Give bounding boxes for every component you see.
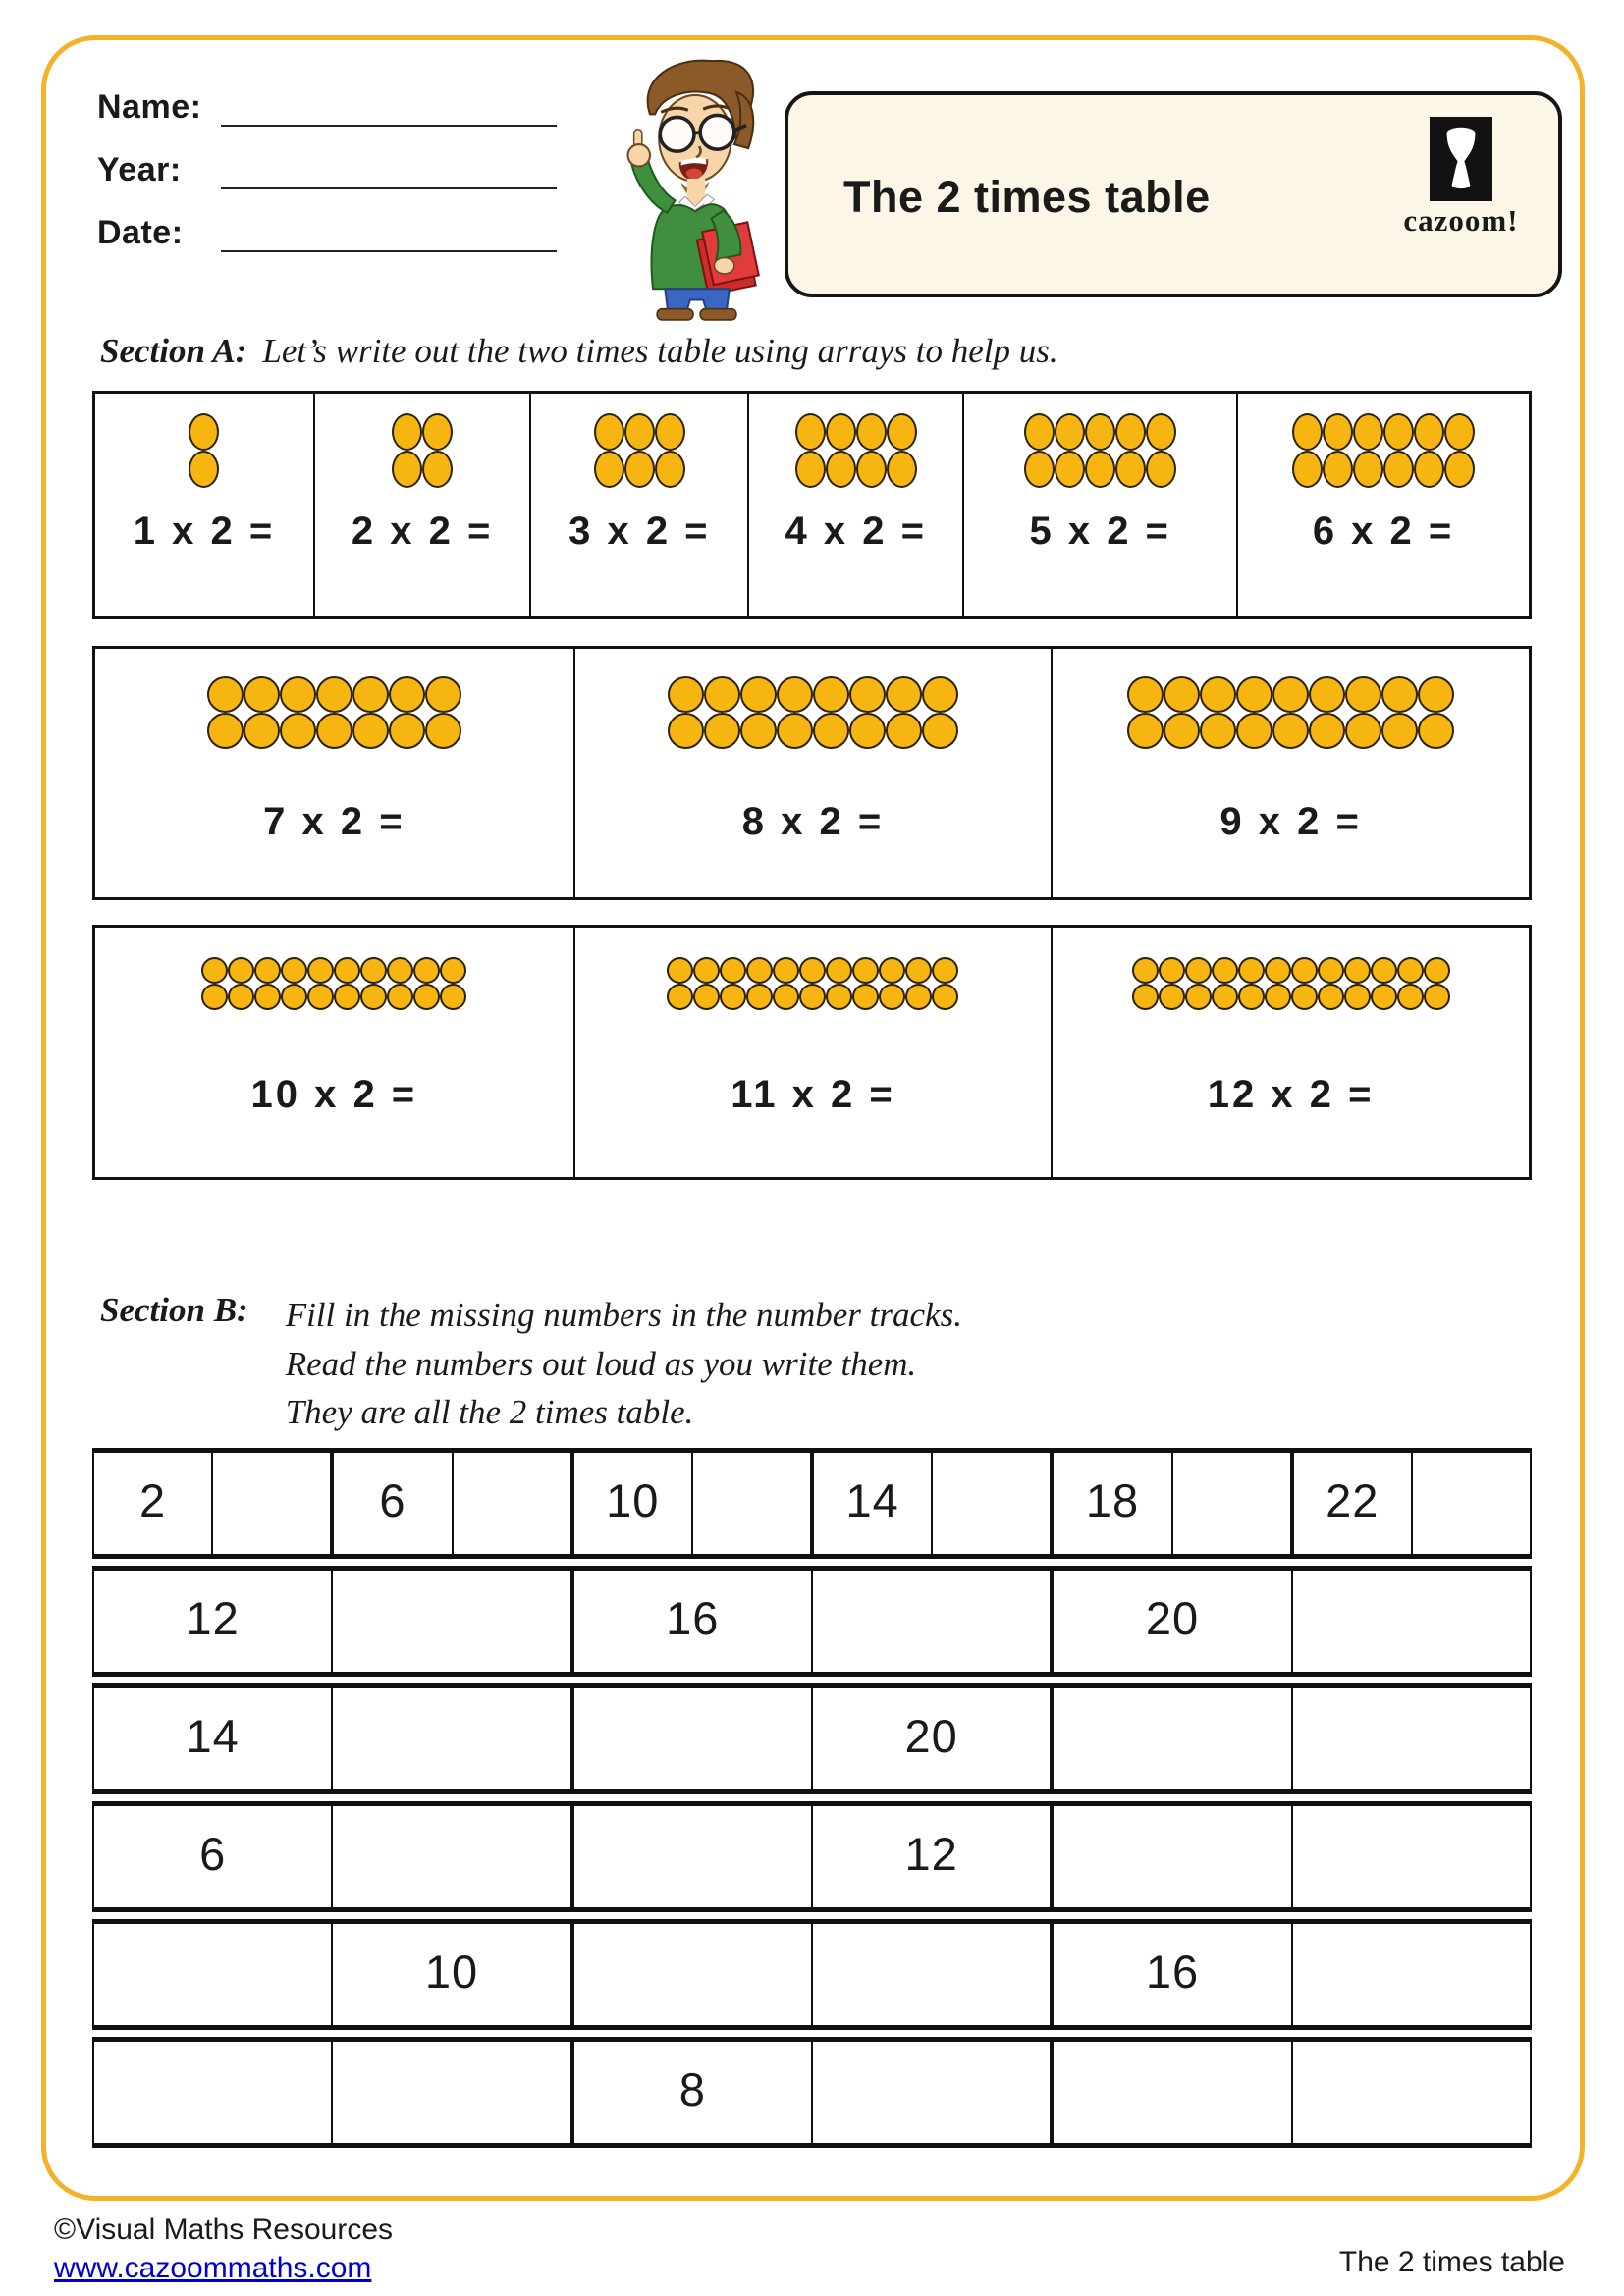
copyright-text: ©Visual Maths Resources (54, 2214, 394, 2246)
array-cell (313, 394, 529, 616)
counter-dot (1159, 957, 1185, 984)
counter-dot (1414, 451, 1444, 488)
counter-dot (1397, 957, 1424, 984)
counter-dot (1238, 957, 1265, 984)
counter-dot (826, 451, 856, 488)
counter-dot (905, 984, 932, 1010)
multiplication-label: 9 x 2 = (1219, 800, 1362, 843)
multiplication-label: 8 x 2 = (741, 800, 885, 843)
dot-array (1132, 957, 1450, 1010)
counter-dot (655, 451, 685, 488)
counter-dot (1127, 713, 1164, 749)
counter-dot (360, 984, 387, 1010)
counter-dot (440, 957, 466, 984)
student-info-field (97, 85, 557, 127)
track-cell-blank (1291, 2042, 1530, 2143)
counter-dot (1397, 984, 1424, 1010)
track-cell-number: 6 (330, 1453, 451, 1554)
counter-dot (1444, 451, 1475, 488)
counter-dot (1127, 676, 1164, 713)
track-cell-number: 14 (810, 1453, 931, 1554)
track-cell-blank (691, 1453, 810, 1554)
counter-dot (777, 713, 813, 749)
track-cell-number: 2 (139, 1474, 167, 1526)
counter-dot (1185, 957, 1212, 984)
counter-dot (1159, 984, 1185, 1010)
multiplication-label: 6 x 2 = (1312, 509, 1455, 553)
track-cell-number: 20 (1050, 1571, 1290, 1672)
cazoom-logo-text: cazoom! (1403, 203, 1519, 238)
counter-dot (886, 713, 922, 749)
counter-dot (922, 676, 958, 713)
counter-dot (1424, 984, 1450, 1010)
counter-dot (307, 984, 334, 1010)
field-label: Date: (97, 214, 184, 251)
counter-dot (1272, 676, 1309, 713)
dot-array (594, 413, 685, 488)
track-cell-blank (1291, 1571, 1530, 1672)
counter-dot (1236, 713, 1272, 749)
track-cell-number: 10 (331, 1924, 569, 2025)
counter-dot (1200, 713, 1236, 749)
counter-dot (1115, 451, 1146, 488)
field-label: Name: (97, 88, 202, 126)
counter-dot (1024, 451, 1055, 488)
teacher-cartoon (592, 52, 798, 323)
track-cell-blank (331, 2042, 569, 2143)
counter-dot (740, 676, 777, 713)
multiplication-label: 5 x 2 = (1029, 509, 1171, 553)
student-info-field (97, 211, 557, 252)
djembe-drum-icon (1430, 117, 1492, 201)
counter-dot (425, 713, 461, 749)
field-label: Year: (97, 151, 182, 188)
track-cell-number: 22 (1290, 1453, 1411, 1554)
array-cell (573, 649, 1052, 897)
counter-dot (1345, 713, 1381, 749)
counter-dot (720, 984, 746, 1010)
counter-dot (189, 413, 219, 451)
counter-dot (334, 957, 360, 984)
counter-dot (1236, 676, 1272, 713)
dot-array (668, 676, 958, 749)
track-cell-number: 12 (811, 1806, 1050, 1907)
counter-dot (624, 413, 655, 451)
counter-dot (392, 451, 422, 488)
counter-dot (1024, 413, 1055, 451)
counter-dot (1381, 713, 1418, 749)
counter-dot (389, 676, 425, 713)
counter-dot (1353, 451, 1383, 488)
counter-dot (413, 984, 440, 1010)
instruction-line: They are all the 2 times table. (285, 1393, 694, 1432)
track-cell-blank (331, 1571, 569, 1672)
counter-dot (704, 713, 740, 749)
track-cell-number: 16 (1050, 1924, 1290, 2025)
counter-dot (1200, 676, 1236, 713)
counter-dot (1309, 676, 1345, 713)
section-a-heading (100, 332, 1058, 371)
counter-dot (389, 713, 425, 749)
counter-dot (201, 957, 228, 984)
array-cell (529, 394, 747, 616)
counter-dot (1132, 957, 1159, 984)
counter-dot (1085, 413, 1115, 451)
cazoom-logo (1397, 117, 1525, 239)
track-cell-blank (1050, 2042, 1290, 2143)
worksheet-border (41, 35, 1585, 2201)
counter-dot (1344, 984, 1371, 1010)
counter-dot (254, 984, 281, 1010)
multiplication-label: 11 x 2 = (731, 1073, 895, 1116)
dot-array (189, 413, 219, 488)
counter-dot (693, 984, 720, 1010)
counter-dot (1381, 676, 1418, 713)
track-cell-number: 12 (186, 1592, 240, 1644)
array-cell (1236, 394, 1529, 616)
multiplication-label: 2 x 2 = (351, 509, 494, 553)
track-cell-number: 10 (570, 1453, 691, 1554)
counter-dot (1418, 713, 1454, 749)
counter-dot (244, 713, 280, 749)
counter-dot (1055, 451, 1085, 488)
counter-dot (746, 984, 773, 1010)
counter-dot (922, 713, 958, 749)
track-cell-blank (570, 1924, 811, 2025)
dot-array (667, 957, 958, 1010)
counter-dot (1212, 957, 1238, 984)
counter-dot (1132, 984, 1159, 1010)
track-cell-blank (211, 1453, 330, 1554)
array-cell (95, 394, 313, 616)
counter-dot (852, 957, 879, 984)
counter-dot (189, 451, 219, 488)
counter-dot (668, 713, 704, 749)
counter-dot (1055, 413, 1085, 451)
counter-dot (1383, 413, 1414, 451)
track-cell-number: 8 (570, 2042, 811, 2143)
counter-dot (879, 957, 905, 984)
track-cell-blank (570, 1688, 811, 1789)
field-write-line (221, 91, 557, 127)
counter-dot (887, 451, 917, 488)
field-write-line (221, 154, 557, 189)
track-cell-blank (331, 1688, 569, 1789)
section-a-label: Section A: (100, 332, 247, 370)
counter-dot (1371, 984, 1397, 1010)
track-cell-blank (1291, 1806, 1530, 1907)
number-track-row (92, 1919, 1532, 2030)
counter-dot (1424, 957, 1450, 984)
counter-dot (795, 413, 826, 451)
track-cell-blank (931, 1453, 1050, 1554)
counter-dot (352, 676, 389, 713)
counter-dot (422, 451, 453, 488)
array-cell (747, 394, 962, 616)
counter-dot (594, 451, 624, 488)
counter-dot (1318, 957, 1344, 984)
counter-dot (1414, 413, 1444, 451)
array-table-row-3 (92, 925, 1532, 1180)
worksheet-title: The 2 times table (843, 172, 1211, 222)
counter-dot (746, 957, 773, 984)
instruction-line: Read the numbers out loud as you write them. (285, 1344, 917, 1383)
counter-dot (1164, 713, 1200, 749)
counter-dot (1323, 413, 1353, 451)
number-track-row (92, 1448, 1532, 1559)
dot-array (207, 676, 461, 749)
counter-dot (254, 957, 281, 984)
counter-dot (1115, 413, 1146, 451)
counter-dot (1272, 713, 1309, 749)
glasses-icon (660, 117, 694, 151)
array-table-row-2 (92, 646, 1532, 900)
counter-dot (1146, 451, 1176, 488)
track-cell-number: 14 (186, 1710, 240, 1762)
counter-dot (1146, 413, 1176, 451)
student-info-field (97, 148, 557, 189)
counter-dot (813, 713, 849, 749)
track-cell-blank (811, 1924, 1050, 2025)
dot-array (1292, 413, 1475, 488)
counter-dot (1291, 957, 1318, 984)
counter-dot (879, 984, 905, 1010)
counter-dot (280, 676, 316, 713)
multiplication-label: 4 x 2 = (785, 509, 927, 553)
counter-dot (826, 413, 856, 451)
counter-dot (886, 676, 922, 713)
counter-dot (281, 957, 307, 984)
counter-dot (667, 957, 693, 984)
counter-dot (624, 451, 655, 488)
counter-dot (413, 957, 440, 984)
counter-dot (1345, 676, 1381, 713)
counter-dot (1318, 984, 1344, 1010)
track-cell-blank (94, 2042, 331, 2143)
counter-dot (281, 984, 307, 1010)
counter-dot (799, 984, 826, 1010)
dot-array (1024, 413, 1176, 488)
instruction-line: Fill in the missing numbers in the number tracks. (285, 1296, 962, 1334)
counter-dot (773, 984, 799, 1010)
track-cell-blank (1291, 1924, 1530, 2025)
counter-dot (1185, 984, 1212, 1010)
track-cell-number: 16 (570, 1571, 811, 1672)
array-cell (1051, 928, 1529, 1177)
counter-dot (244, 676, 280, 713)
counter-dot (799, 957, 826, 984)
track-cell-number: 20 (811, 1688, 1050, 1789)
track-cell-blank (1171, 1453, 1290, 1554)
counter-dot (316, 676, 352, 713)
array-cell (95, 928, 573, 1177)
counter-dot (280, 713, 316, 749)
field-write-line (221, 217, 557, 252)
multiplication-label: 7 x 2 = (263, 800, 406, 843)
counter-dot (668, 676, 704, 713)
counter-dot (740, 713, 777, 749)
dot-array (795, 413, 917, 488)
number-track-row (92, 1683, 1532, 1794)
counter-dot (1164, 676, 1200, 713)
counter-dot (360, 957, 387, 984)
counter-dot (773, 957, 799, 984)
counter-dot (1371, 957, 1397, 984)
counter-dot (228, 957, 254, 984)
counter-dot (1309, 713, 1345, 749)
track-cell-blank (1050, 1806, 1290, 1907)
counter-dot (1323, 451, 1353, 488)
section-a-instruction: Let’s write out the two times table using arrays to help us. (262, 332, 1058, 370)
counter-dot (425, 676, 461, 713)
counter-dot (813, 676, 849, 713)
counter-dot (655, 413, 685, 451)
counter-dot (777, 676, 813, 713)
counter-dot (422, 413, 453, 451)
counter-dot (887, 413, 917, 451)
counter-dot (1444, 413, 1475, 451)
counter-dot (1383, 451, 1414, 488)
number-track-row (92, 1801, 1532, 1912)
title-panel (785, 91, 1562, 297)
dot-array (1127, 676, 1454, 749)
counter-dot (1291, 984, 1318, 1010)
counter-dot (849, 676, 886, 713)
track-cell-blank (811, 2042, 1050, 2143)
counter-dot (720, 957, 746, 984)
track-cell-blank (811, 1571, 1050, 1672)
array-cell (95, 649, 573, 897)
student-info-fields (97, 85, 557, 274)
array-cell (962, 394, 1236, 616)
cazoom-website-link[interactable]: www.cazoommaths.com (54, 2252, 372, 2284)
counter-dot (387, 957, 413, 984)
counter-dot (1265, 957, 1291, 984)
counter-dot (1238, 984, 1265, 1010)
array-table-row-1 (92, 391, 1532, 619)
counter-dot (334, 984, 360, 1010)
track-cell-number: 18 (1050, 1453, 1170, 1554)
footer-left (54, 2211, 393, 2287)
counter-dot (849, 713, 886, 749)
multiplication-label: 10 x 2 = (250, 1073, 418, 1116)
counter-dot (594, 413, 624, 451)
multiplication-label: 3 x 2 = (568, 509, 711, 553)
track-cell-number: 6 (199, 1828, 227, 1880)
track-cell-blank (570, 1806, 811, 1907)
counter-dot (1418, 676, 1454, 713)
dot-array (201, 957, 466, 1010)
counter-dot (704, 676, 740, 713)
multiplication-label: 12 x 2 = (1207, 1073, 1375, 1116)
counter-dot (852, 984, 879, 1010)
number-track-row (92, 1566, 1532, 1677)
counter-dot (905, 957, 932, 984)
counter-dot (795, 451, 826, 488)
counter-dot (387, 984, 413, 1010)
counter-dot (207, 713, 244, 749)
section-b-heading (100, 1291, 962, 1437)
track-cell-blank (1291, 1688, 1530, 1789)
array-cell (573, 928, 1052, 1177)
counter-dot (392, 413, 422, 451)
track-cell-blank (1050, 1688, 1290, 1789)
multiplication-label: 1 x 2 = (133, 509, 276, 553)
counter-dot (1212, 984, 1238, 1010)
counter-dot (1085, 451, 1115, 488)
track-cell-blank (94, 1924, 331, 2025)
footer-worksheet-name: The 2 times table (1338, 2246, 1565, 2278)
counter-dot (1344, 957, 1371, 984)
counter-dot (1265, 984, 1291, 1010)
counter-dot (826, 957, 852, 984)
track-cell-blank (1411, 1453, 1530, 1554)
counter-dot (1353, 413, 1383, 451)
counter-dot (693, 957, 720, 984)
counter-dot (1292, 451, 1323, 488)
counter-dot (201, 984, 228, 1010)
track-cell-blank (331, 1806, 569, 1907)
dot-array (392, 413, 453, 488)
counter-dot (826, 984, 852, 1010)
counter-dot (856, 413, 887, 451)
counter-dot (667, 984, 693, 1010)
array-cell (1051, 649, 1529, 897)
counter-dot (856, 451, 887, 488)
counter-dot (207, 676, 244, 713)
track-cell-blank (452, 1453, 570, 1554)
number-track-row (92, 2037, 1532, 2148)
counter-dot (440, 984, 466, 1010)
counter-dot (316, 713, 352, 749)
counter-dot (352, 713, 389, 749)
section-b-instructions (286, 1291, 962, 1437)
section-b-label: Section B: (100, 1291, 248, 1329)
counter-dot (307, 957, 334, 984)
counter-dot (932, 957, 958, 984)
counter-dot (1292, 413, 1323, 451)
counter-dot (228, 984, 254, 1010)
counter-dot (932, 984, 958, 1010)
